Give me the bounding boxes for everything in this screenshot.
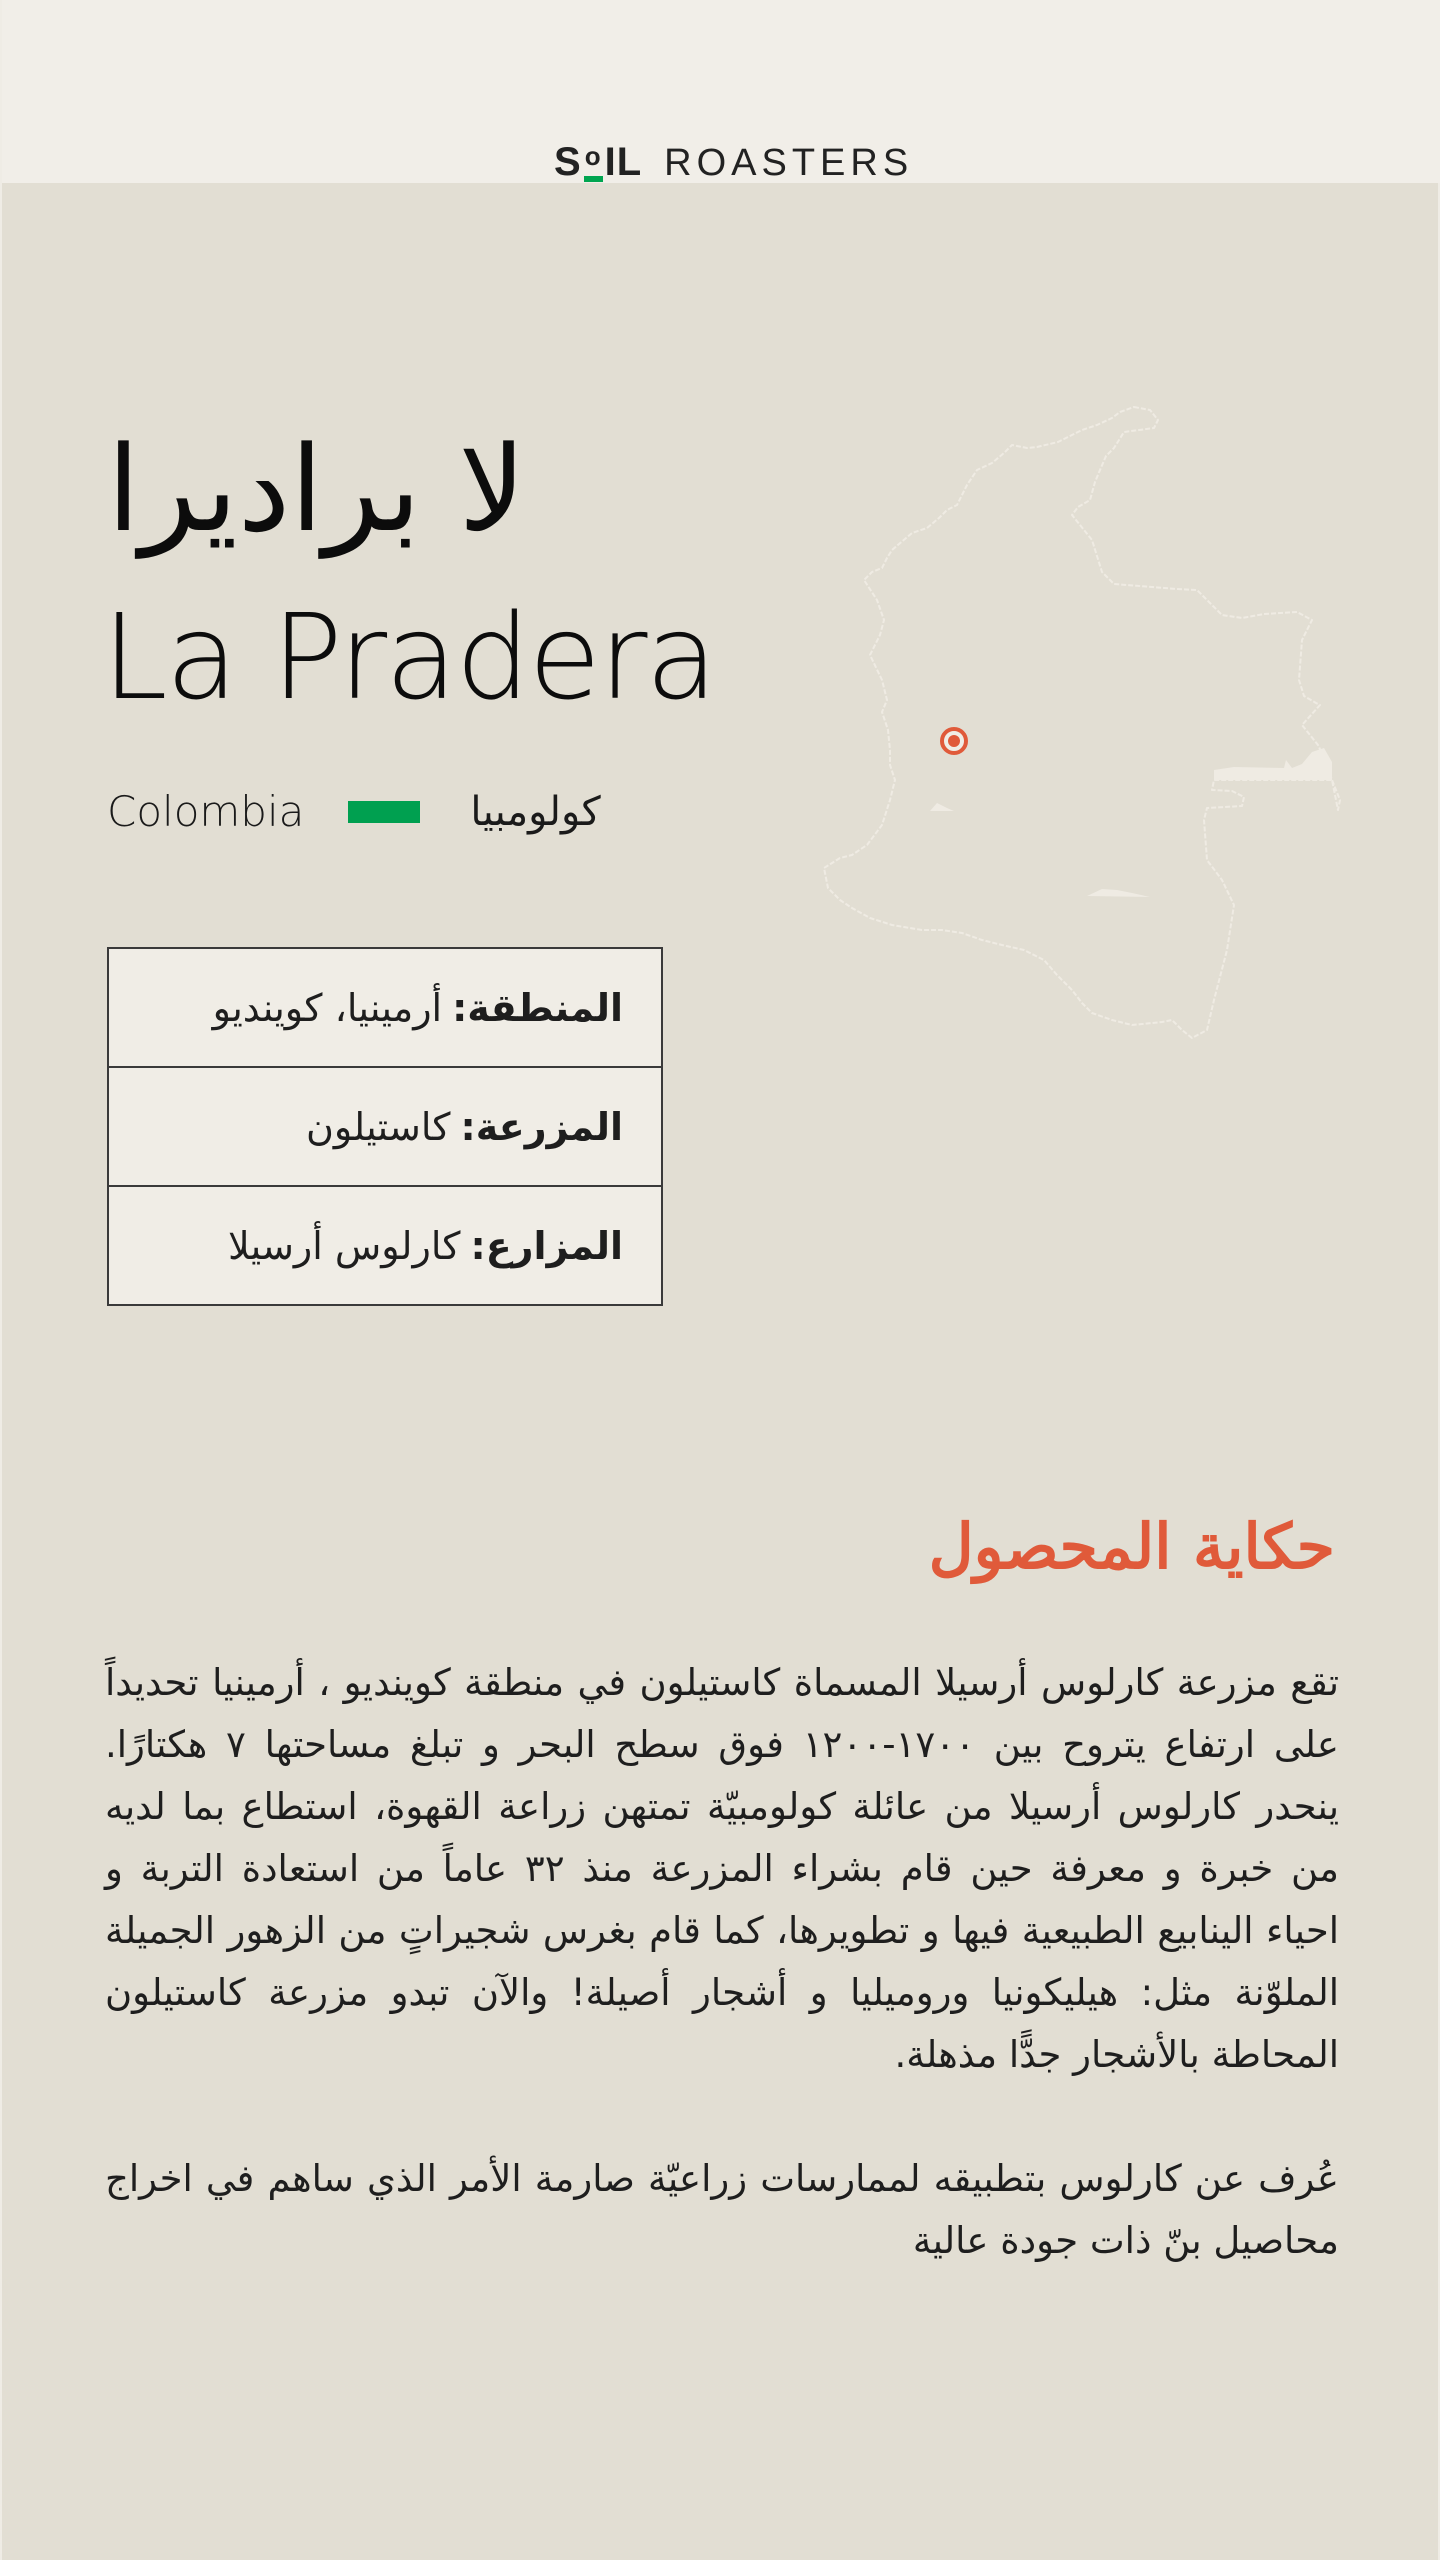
detail-value: أرمينيا، كويندیو bbox=[212, 985, 443, 1030]
detail-label: المنطقة: bbox=[452, 985, 623, 1030]
site-header bbox=[2, 0, 1440, 183]
logo-letters-il: IL bbox=[604, 140, 643, 184]
logo-letter-o: o bbox=[584, 141, 602, 171]
detail-label: المزرعة: bbox=[460, 1104, 623, 1149]
logo-soil bbox=[554, 142, 642, 182]
detail-row-region bbox=[109, 949, 661, 1068]
story-heading: حكاية المحصول bbox=[928, 1510, 1335, 1583]
brand-logo[interactable] bbox=[554, 142, 913, 182]
origin-details-table bbox=[107, 947, 663, 1306]
colombia-map-outline-icon bbox=[802, 390, 1362, 1110]
detail-label: المزارع: bbox=[470, 1223, 623, 1268]
detail-row-farmer bbox=[109, 1187, 661, 1304]
origin-map bbox=[802, 390, 1362, 1110]
country-english: Colombia bbox=[107, 787, 305, 836]
product-title-english: La Pradera bbox=[102, 588, 716, 726]
logo-roasters: ROASTERS bbox=[664, 142, 914, 184]
story-paragraph: تقع مزرعة كارلوس أرسيلا المسماة كاستيلون في منطقة كويندیو ، أرمينيا تحديداً على ارتفاع يتروح بين ١٧٠٠-١٢٠٠ فوق سطح البحر و تبلغ مساحتها ٧ هكتارًا. ينحدر كارلوس أرسيلا من عائلة كولومبيّة تمتهن زراعة القهوة، استطاع بما لديه من خبرة و معرفة حين قام بشراء المزرعة منذ ٣٢ عاماً من استعادة التربة و احياء الينابيع الطبيعية فيها و تطويرها، كما قام بغرس شجيراتٍ من الزهور الجميلة الملوّنة مثل: هيليكونيا وروميليا و أشجار أصيلة! والآن تبدو مزرعة كاستيلون المحاطة بالأشجار جدًّا مذهلة. bbox=[105, 1661, 1339, 2076]
origin-country bbox=[107, 782, 601, 842]
location-marker-dot bbox=[948, 735, 960, 747]
logo-letter-s: S bbox=[554, 140, 582, 184]
story-body bbox=[105, 1652, 1339, 2272]
story-paragraph: عُرف عن كارلوس بتطبيقه لممارسات زراعيّة صارمة الأمر الذي ساهم في اخراج محاصيل بنّ ذات جودة عالية bbox=[105, 2157, 1339, 2262]
country-arabic: كولومبيا bbox=[470, 789, 601, 835]
detail-value: كارلوس أرسيلا bbox=[227, 1223, 461, 1268]
detail-row-farm bbox=[109, 1068, 661, 1187]
country-color-bar bbox=[348, 801, 420, 823]
product-title-arabic: لا براديرا bbox=[107, 420, 526, 558]
detail-value: كاستيلون bbox=[305, 1104, 451, 1149]
location-marker-icon[interactable] bbox=[940, 727, 968, 755]
